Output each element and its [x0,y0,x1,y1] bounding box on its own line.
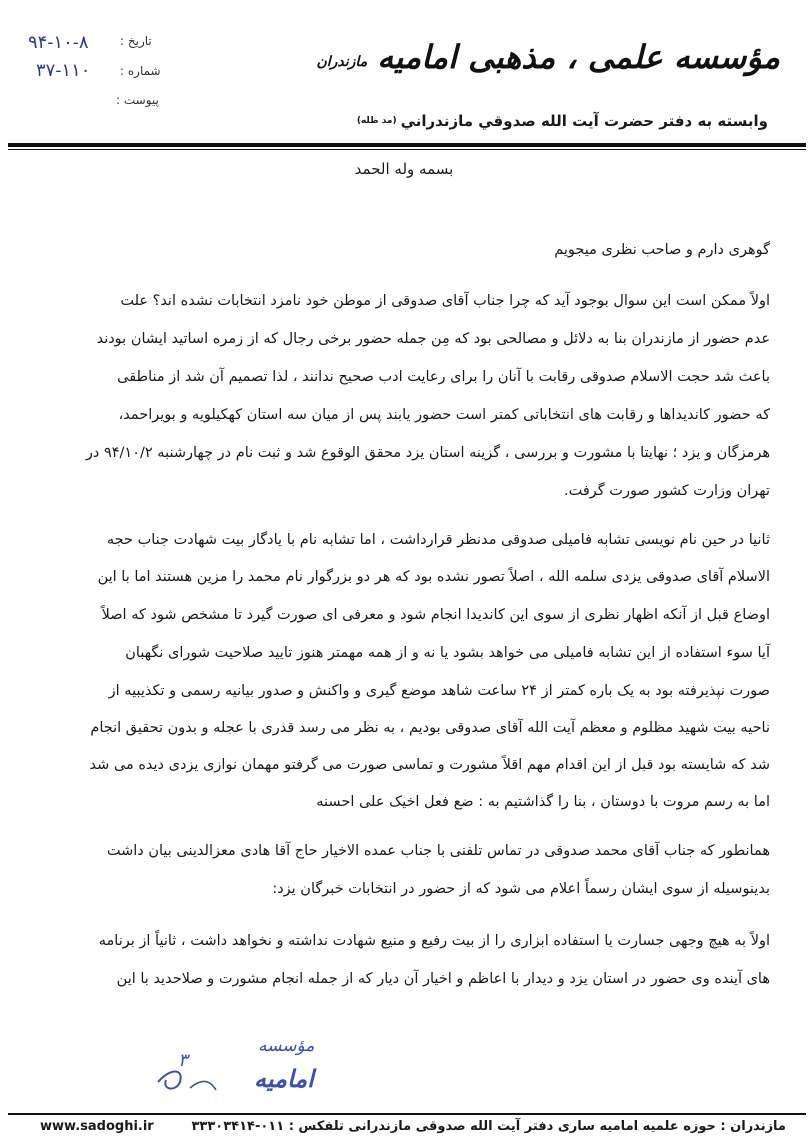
body-line: صورت نپذیرفته بود به یک باره کمتر از ۲۴ ساعت شاهد موضع گیری و واکنش و صدور بیانیه رسمی و تکذیبیه از [108,683,770,699]
body-line: ثانیا در حین نام نویسی تشابه فامیلی صدوقی مدنظر قرارداشت ، اما تشابه نام با یادگار بیت شهادت جناب حجه [106,532,770,548]
body-line: که حضور کاندیداها و رقابت های انتخاباتی کمتر است حضور یابند پس از میان سه استان کهکیلویه و بویراحمد، [118,407,770,423]
header-rule [8,143,806,147]
body-line: همانطور که جناب آقای محمد صدوقی در تماس تلفنی با جناب عمده الاخیار حاج آقا هادی معزالدینی بیان داشت [106,843,770,859]
body-line: اوضاع قبل از آنکه اظهار نظری از سوی این کاندیدا انجام شود و معرفی ای صورت گیرد تا مشخص شود که اصلاً [101,607,770,623]
website-link[interactable]: www.sadoghi.ir [40,1119,154,1134]
institute-name: مؤسسه علمی ، مذهبی امامیه [377,38,780,76]
footer-rule [8,1113,806,1115]
body-line: ناحیه بیت شهید مظلوم و معظم آیت الله آقای صدوقی بودیم ، به نظر می رسد قدری با عجله و بدون تحقیق انجام [90,720,770,736]
institute-city: مازندران [316,54,368,70]
body-line: بدینوسیله از سوی ایشان رسماً اعلام می شود که از حضور در انتخابات خبرگان یزد: [272,881,770,897]
body-line: الاسلام آقای صدوقی یزدی سلمه الله ، اصلاً تصور نشده بود که هر دو بزرگوار نام محمد را مزین هستند اما با این [97,569,770,585]
body-line: آیا سوء استفاده از این تشابه فامیلی می خواهد بشود یا نه و از همه مهمتر هنوز تایید صلاحیت شورای نگهبان [125,645,770,661]
institute-stamp [150,1030,315,1110]
basmala: بسمه وله الحمد [354,160,454,178]
body-line: هرمزگان و یزد ؛ نهایتا با مشورت و بررسی ، گزینه استان یزد محقق الوقوع شد و ثبت نام در چهارشنبه ۹۴/۱۰/۲ در [85,445,770,461]
stamp-line1: مؤسسه [258,1036,315,1056]
body-line: های آینده وی حضور در استان یزد و دیدار با اعاظم و اخیار آن دیار که از جمله انجام مشورت و صلاحدید با این [116,971,770,987]
letterhead-title [316,38,780,76]
body-line: تهران وزارت کشور صورت گرفت. [564,483,770,499]
affiliation-line [357,112,768,130]
footer-address: مازندران : حوزه علمیه امامیه ساری دفتر آیت الله صدوقی مازندرانی تلفکس : ۰۱۱-۳۳۳۰۳۴۱۴ [191,1119,786,1134]
body-line: گوهری دارم و صاحب نظری میجویم [554,242,770,258]
body-line: اولاً به هیچ وجهی جسارت یا استفاده ابزاری را از بیت رفیع و منیع شهادت نداشته و نخواهد داشت ، ثانیاً از برنامه [98,933,770,949]
attachment-label: پیوست : [116,93,159,107]
body-line: اما به رسم مروت با دوستان ، بنا را گذاشتیم به : ضع فعل اخیک علی احسنه [316,794,770,810]
header-rule-thin [8,149,806,150]
affiliation-text: وابسته به دفتر حضرت آیت الله صدوقي مازندراني [400,112,768,130]
body-line: عدم حضور از مازندران بنا به دلائل و مصالحی بود که مِن جمله حضور برخی رجال که از زمره اساتید ایشان بودند [96,331,770,347]
number-label: شماره : [120,64,161,78]
stamp-number: ۳ [178,1050,188,1071]
date-label: تاریخ : [120,34,152,48]
stamp-line2: امامیه [254,1064,314,1093]
date-value: ۹۴-۱۰-۸ [28,32,89,53]
body-line: باعث شد حجت الاسلام صدوقی رقابت با آنان را برای رعایت ادب صحیح ندانند ، لذا تصمیم آن شد از مناطقی [117,369,770,385]
affiliation-honorific: (مد ظله) [356,116,397,126]
number-value: ۳۷-۱۱۰ [36,60,91,81]
body-line: اولاً ممکن است این سوال بوجود آید که چرا جناب آقای صدوقی از موطن خود نامزد انتخابات نشده اند؟ علت [120,293,770,309]
body-line: شد که شایسته بود قبل از این اقدام مهم اقلاً مشورت و تماسی صورت می گرفتو مهمان نوازی یزدی دیده می شد [89,757,770,773]
